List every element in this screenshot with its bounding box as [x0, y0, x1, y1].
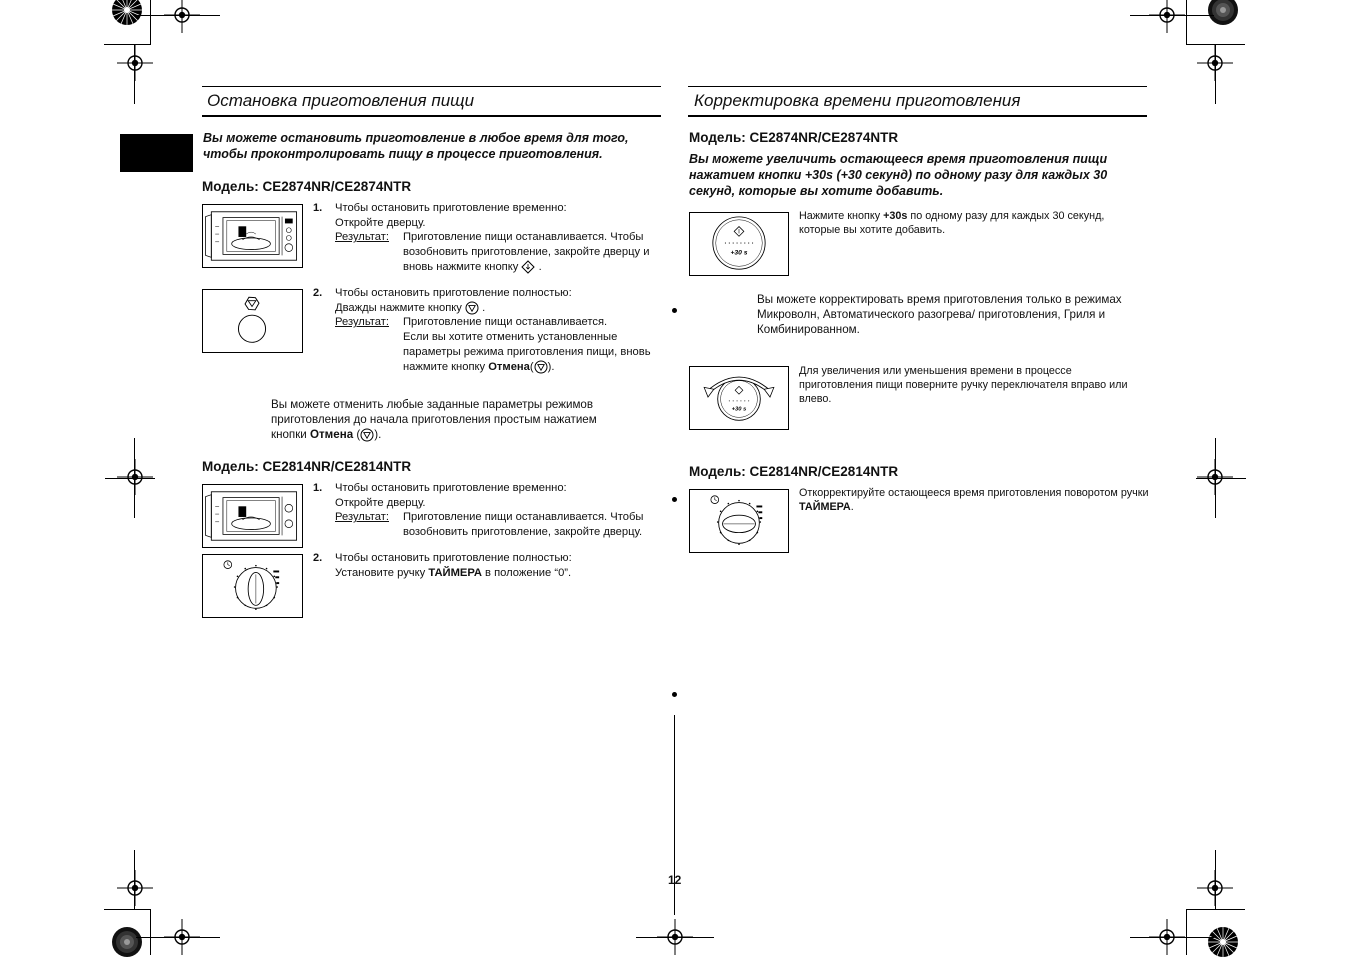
left-model-b-heading: Модель: CE2814NR/CE2814NTR: [202, 459, 412, 474]
crop-box: [1186, 0, 1245, 45]
right-timer-instruction: Откорректируйте остающееся время приготовления поворотом ручки ТАЙМЕРА.: [799, 487, 1149, 513]
step-number: 2.: [313, 287, 323, 299]
microwave-open-door-figure: [202, 204, 303, 268]
step-number: 1.: [313, 482, 323, 494]
step-text: Чтобы остановить приготовление полностью:: [335, 287, 572, 299]
left-section-title: Остановка приготовления пищи: [207, 91, 475, 110]
step-text: Дважды нажмите кнопку .: [335, 302, 486, 314]
step-text: Откройте дверцу.: [335, 217, 426, 229]
crop-box: [104, 0, 151, 45]
step-text: Чтобы остановить приготовление полностью:: [335, 552, 572, 564]
right-title-rule: [688, 115, 1147, 117]
timer-dial-figure: [202, 554, 303, 618]
step-text: Чтобы остановить приготовление временно:: [335, 482, 567, 494]
left-a-step2-result: [403, 315, 665, 375]
registration-mark-icon: [1149, 0, 1185, 33]
registration-mark-icon: [117, 459, 153, 495]
right-dial-instruction: Для увеличения или уменьшения времени в процессе приготовления пищи поверните ручку переключателя вправо или влево.: [799, 365, 1128, 405]
registration-mark-icon: [164, 0, 200, 33]
result-label: Результат:: [335, 316, 389, 328]
result-text: Если вы хотите отменить установленные параметры режима приготовления пищи, вновь нажмите кнопку Отмена( ).: [403, 331, 651, 373]
result-label: Результат:: [335, 511, 389, 523]
page-number: 12: [668, 873, 682, 887]
left-b-step1-text: [335, 481, 665, 511]
plus30s-label: +30 s: [731, 406, 747, 413]
registration-mark-icon: [117, 45, 153, 81]
rotary-dial-figure: [689, 366, 789, 430]
binding-dot: [672, 692, 677, 697]
right-title-rule-top: [688, 86, 1147, 87]
stop-button-figure: [202, 289, 303, 353]
plus30s-label: +30 s: [730, 249, 748, 257]
step-text: Установите ручку ТАЙМЕРА в положение “0”.: [335, 567, 572, 579]
left-title-rule-top: [202, 86, 661, 87]
right-intro: Вы можете увеличить остающееся время приготовления пищи нажатием кнопки +30s (+30 секунд) по одному разу для каждых 30 секунд, которые вы хотите добавить.: [689, 152, 1108, 198]
plus30s-button-figure: [689, 212, 789, 276]
start-diamond-icon: [521, 260, 535, 274]
binding-dot: [672, 308, 677, 313]
right-mode-note: Вы можете корректировать время приготовления только в режимах Микроволн, Автоматического разогрева/ приготовления, Гриля и Комбинированном.: [757, 293, 1122, 336]
result-text: Приготовление пищи останавливается. Чтобы возобновить приготовление, закройте дверцу и вновь нажмите кнопку: [403, 231, 650, 273]
left-a-step2-text: [335, 286, 665, 316]
crop-box: [104, 909, 151, 955]
step-number: 1.: [313, 202, 323, 214]
step-number: 2.: [313, 552, 323, 564]
binding-dot: [672, 497, 677, 502]
stop-cancel-icon: [534, 360, 548, 374]
right-model-a-heading: Модель: CE2874NR/CE2874NTR: [689, 130, 899, 145]
stop-cancel-icon: [465, 301, 479, 315]
microwave-open-door-figure: [202, 484, 303, 548]
result-label: Результат:: [335, 231, 389, 243]
result-text: Приготовление пищи останавливается. Чтобы возобновить приготовление, закройте дверцу.: [403, 511, 644, 538]
left-cancel-note: Вы можете отменить любые заданные параметры режимов приготовления до начала приготовления простым нажатием кнопки Отмена ( ).: [271, 398, 597, 441]
left-intro: Вы можете остановить приготовление в любое время для того, чтобы проконтролировать пищу в процессе приготовления.: [203, 131, 629, 161]
step-text: Откройте дверцу.: [335, 497, 426, 509]
step-text: Чтобы остановить приготовление временно:: [335, 202, 567, 214]
left-model-a-heading: Модель: CE2874NR/CE2874NTR: [202, 179, 412, 194]
crop-box: [1186, 909, 1245, 955]
left-b-step2-text: [335, 551, 665, 581]
left-a-step1-text: [335, 201, 665, 231]
language-tab: [120, 134, 193, 172]
right-press-instruction: Нажмите кнопку +30s по одному разу для каждых 30 секунд, которые вы хотите добавить.: [799, 210, 1105, 236]
right-section-title: Корректировка времени приготовления: [694, 91, 1021, 110]
result-text: Приготовление пищи останавливается.: [403, 316, 608, 328]
left-a-step1-result: Приготовление пищи останавливается. Чтобы возобновить приготовление, закройте дверцу и вновь нажмите кнопку .: [403, 231, 650, 273]
right-model-b-heading: Модель: CE2814NR/CE2814NTR: [689, 464, 899, 479]
stop-cancel-icon: [360, 428, 374, 442]
registration-mark-icon: [117, 870, 153, 906]
left-title-rule: [202, 115, 661, 117]
timer-dial-figure: [689, 489, 789, 553]
